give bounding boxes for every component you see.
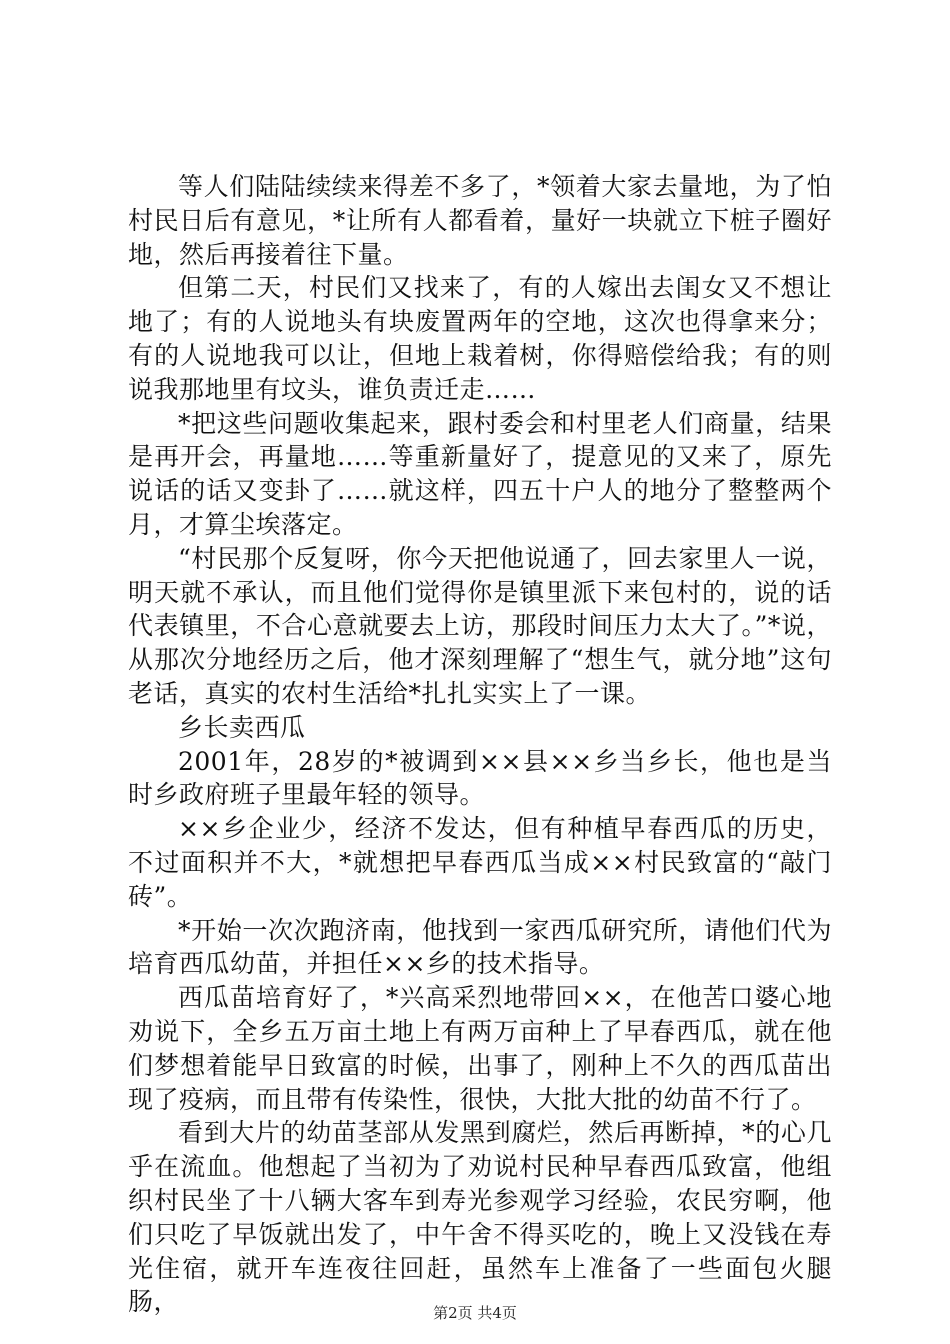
paragraph-1: 等人们陆陆续续来得差不多了，*领着大家去量地，为了怕村民日后有意见，*让所有人都看着，量好一块就立下桩子圈好地，然后再接着往下量。	[128, 172, 832, 269]
page-footer: 第2页 共4页	[433, 1304, 517, 1322]
paragraph-8: 西瓜苗培育好了，*兴高采烈地带回××，在他苦口婆心地劝说下，全乡五万亩土地上有两万亩种上了早春西瓜，就在他们梦想着能早日致富的时候，出事了，刚种上不久的西瓜苗出现了疫病，而且带有传染性，很快，大批大批的幼苗不行了。	[128, 983, 832, 1114]
paragraph-5: 2001年，28岁的*被调到××县××乡当乡长，他也是当时乡政府班子里最年轻的领导。	[128, 746, 832, 810]
paragraph-4: “村民那个反复呀，你今天把他说通了，回去家里人一说，明天就不承认，而且他们觉得你是镇里派下来包村的，说的话代表镇里，不合心意就要去上访，那段时间压力太大了。”*说，从那次分地经历之后，他才深刻理解了“想生气，就分地”这句老话，真实的农村生活给*扎扎实实上了一课。	[128, 543, 832, 708]
paragraph-7: *开始一次次跑济南，他找到一家西瓜研究所，请他们代为培育西瓜幼苗，并担任××乡的技术指导。	[128, 915, 832, 979]
section-heading: 乡长卖西瓜	[178, 712, 306, 742]
paragraph-3: *把这些问题收集起来，跟村委会和村里老人们商量，结果是再开会，再量地……等重新量好了，提意见的又来了，原先说话的话又变卦了……就这样，四五十户人的地分了整整两个月，才算尘埃落定。	[128, 408, 832, 539]
paragraph-6: ××乡企业少，经济不发达，但有种植早春西瓜的历史，不过面积并不大，*就想把早春西瓜当成××村民致富的“敲门砖”。	[128, 814, 832, 911]
document-body	[128, 170, 832, 1319]
paragraph-9: 看到大片的幼苗茎部从发黑到腐烂，然后再断掉，*的心几乎在流血。他想起了当初为了劝说村民种早春西瓜致富，他组织村民坐了十八辆大客车到寿光参观学习经验，农民穷啊，他们只吃了早饭就出发了，中午舍不得买吃的，晚上又没钱在寿光住宿，就开车连夜往回赶，虽然车上准备了一些面包火腿肠，	[128, 1118, 832, 1317]
paragraph-2: 但第二天，村民们又找来了，有的人嫁出去闺女又不想让地了；有的人说地头有块废置两年的空地，这次也得拿来分；有的人说地我可以让，但地上栽着树，你得赔偿给我；有的则说我那地里有坟头，谁负责迁走……	[128, 273, 832, 404]
